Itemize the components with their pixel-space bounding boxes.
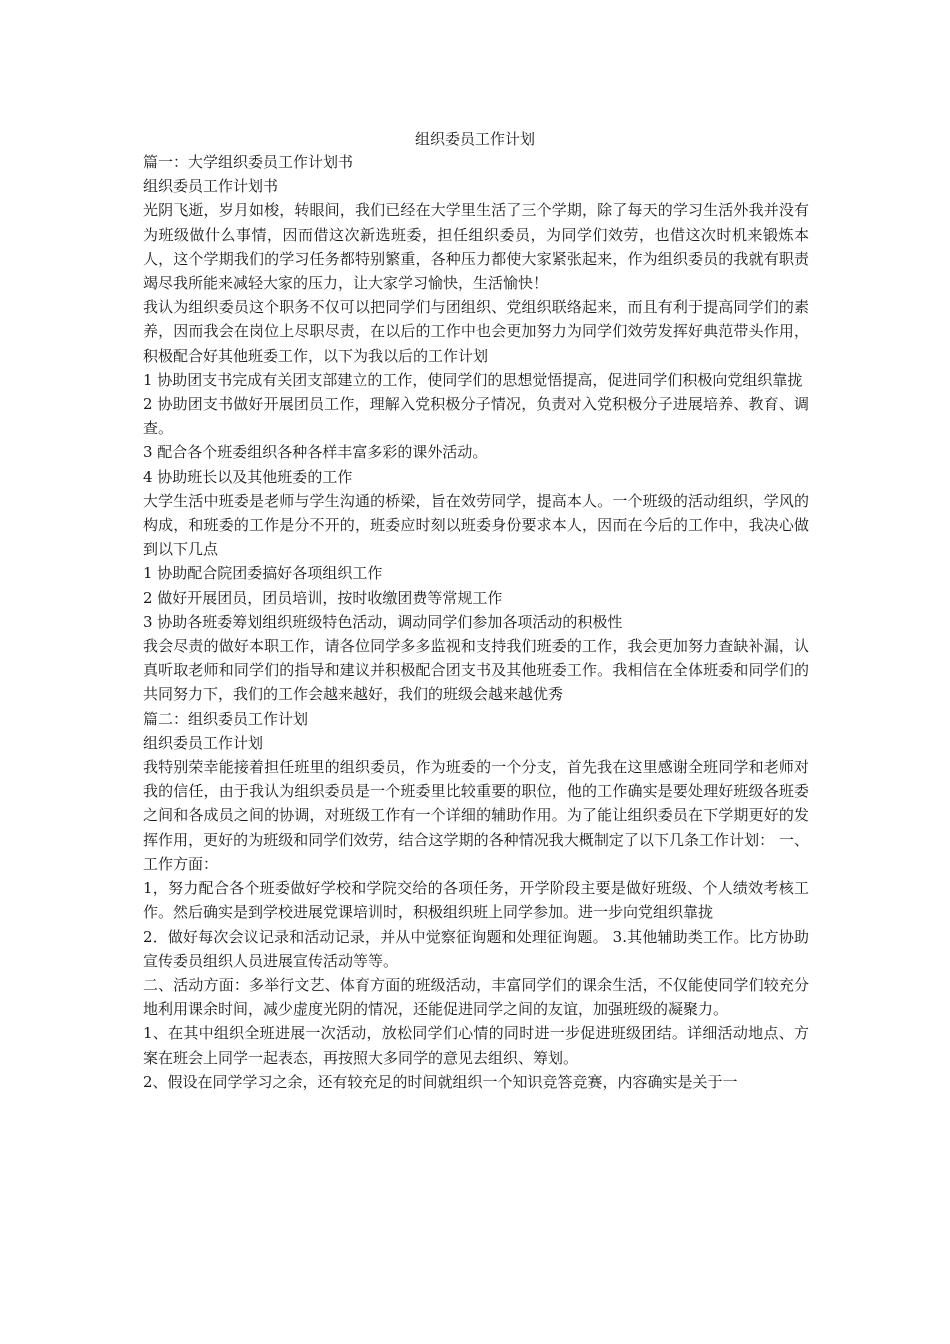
paragraph: 2、假设在同学学习之余，还有较充足的时间就组织一个知识竞答竞赛，内容确实是关于一 xyxy=(143,1072,738,1091)
paragraph: 我会尽责的做好本职工作，请各位同学多多监视和支持我们班委的工作，我会更加努力查缺补漏，认真听取老师和同学们的指导和建议并积极配合团支书及其他班委工作。我相信在全体班委和同学们的共同努力下，我们的工作会越来越好，我们的班级会越来越优秀 xyxy=(143,637,809,704)
paragraph: 4 协助班长以及其他班委的工作 xyxy=(143,467,353,486)
paragraph: 1、在其中组织全班进展一次活动，放松同学们心情的同时进一步促进班级团结。详细活动地点、方案在班会上同学一起表态，再按照大多同学的意见去组织、筹划。 xyxy=(143,1024,809,1067)
document-body xyxy=(143,150,809,1094)
paragraph: 1，努力配合各个班委做好学校和学院交给的各项任务，开学阶段主要是做好班级、个人绩效考核工作。然后确实是到学校进展党课培训时，积极组织班上同学参加。进一步向党组织靠拢 xyxy=(143,879,809,922)
paragraph: 篇一：大学组织委员工作计划书 xyxy=(143,153,354,171)
paragraph: 我特别荣幸能接着担任班里的组织委员，作为班委的一个分支，首先我在这里感谢全班同学和老师对我的信任，由于我认为组织委员是一个班委里比较重要的职位，他的工作确实是要处理好班级各班委之间和各成员之间的协调，对班级工作有一个详细的辅助作用。为了能让组织委员在下学期更好的发挥作用，更好的为班级和同学们效劳，结合这学期的各种情况我大概制定了以下几条工作计划： 一、工作方面： xyxy=(143,758,809,873)
document-title: 组织委员工作计划 xyxy=(414,130,535,148)
paragraph: 我认为组织委员这个职务不仅可以把同学们与团组织、党组织联络起来，而且有利于提高同学们的素养，因而我会在岗位上尽职尽责，在以后的工作中也会更加努力为同学们效劳发挥好典范带头作用，积极配合好其他班委工作，以下为我以后的工作计划 xyxy=(143,298,809,365)
paragraph: 二、活动方面：多举行文艺、体育方面的班级活动，丰富同学们的课余生活，不仅能使同学们较充分地利用课余时间，减少虚度光阴的情况，还能促进同学之间的友谊，加强班级的凝聚力。 xyxy=(143,975,809,1019)
paragraph: 1 协助团支书完成有关团支部建立的工作，使同学们的思想觉悟提高，促进同学们积极向党组织靠拢 xyxy=(143,370,803,389)
paragraph: 3 协助各班委筹划组织班级特色活动，调动同学们参加各项活动的积极性 xyxy=(143,612,623,631)
paragraph: 组织委员工作计划 xyxy=(143,733,264,752)
paragraph: 组织委员工作计划书 xyxy=(143,177,279,196)
section-heading: 篇二：组织委员工作计划 xyxy=(143,709,309,728)
paragraph: 大学生活中班委是老师与学生沟通的桥梁，旨在效劳同学，提高本人。一个班级的活动组织，学风的构成，和班委的工作是分不开的，班委应时刻以班委身份要求本人，因而在今后的工作中，我决心做到以下几点 xyxy=(143,491,809,559)
paragraph: 2 协助团支书做好开展团员工作，理解入党积极分子情况，负责对入党积极分子进展培养、教育、调查。 xyxy=(143,395,809,438)
paragraph: 2．做好每次会议记录和活动记录，并从中觉察征询题和处理征询题。 3.其他辅助类工作。比方协助宣传委员组织人员进展宣传活动等等。 xyxy=(143,927,809,970)
paragraph: 2 做好开展团员，团员培训，按时收缴团费等常规工作 xyxy=(143,588,503,607)
paragraph: 1 协助配合院团委搞好各项组织工作 xyxy=(143,564,383,583)
paragraph: 3 配合各个班委组织各种各样丰富多彩的课外活动。 xyxy=(143,443,488,462)
paragraph: 光阴飞逝，岁月如梭，转眼间，我们已经在大学里生活了三个学期，除了每天的学习生活外我并没有为班级做什么事情，因而借这次新选班委，担任组织委员，为同学们效劳，也借这次时机来锻炼本人，这个学期我们的学习任务都特别繁重，各种压力都使大家紧张起来，作为组织委员的我就有职责竭尽我所能来减轻大家的压力，让大家学习愉快，生活愉快！ xyxy=(143,201,809,293)
